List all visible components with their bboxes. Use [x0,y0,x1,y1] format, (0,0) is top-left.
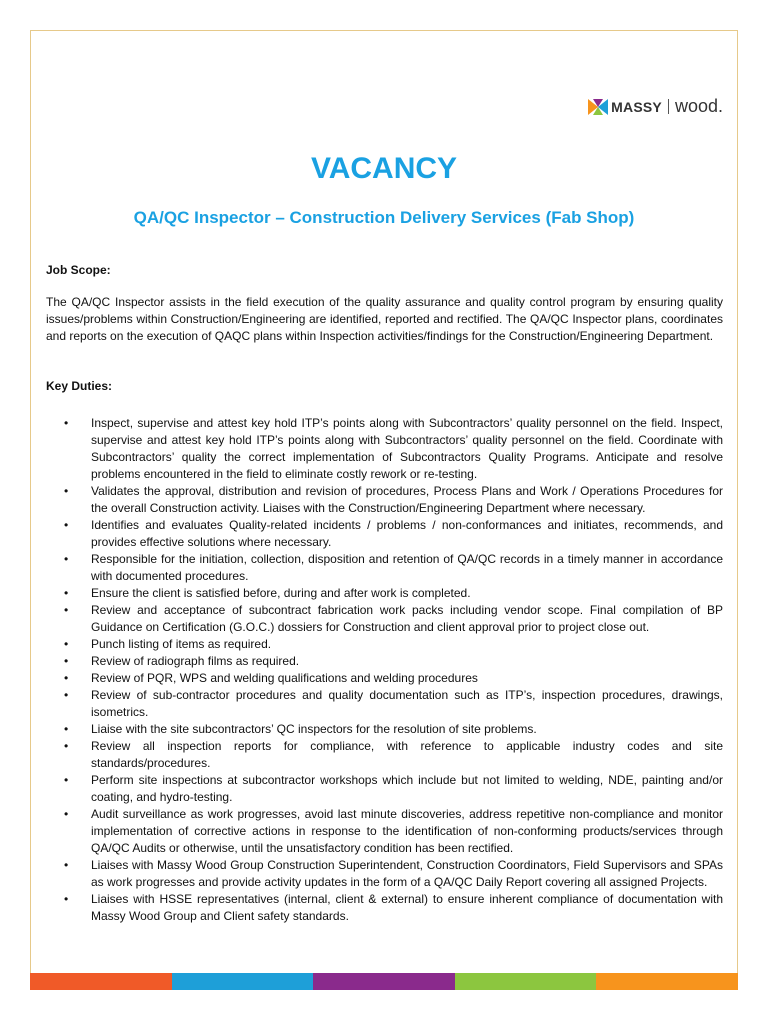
bullet-icon: • [64,807,69,821]
bullet-icon: • [64,637,69,651]
bullet-icon: • [64,416,69,430]
page-title: VACANCY [310,152,458,185]
list-item: • Inspect, supervise and attest key hold ITP’s points along with Subcontractors’ quality personnel on the field. Inspect, supervise and attest key hold ITP’s points along with Subcontractors’ quality personnel on the field. Coordinate with Subcontractors’ quality the correct implementation of Subcontractors Quality Programs. Anticipate and resolve problems encountered in the field to eliminate costly rework or re-testing. [64,416,723,481]
footer-segment-green [455,973,597,990]
key-duties-heading: Key Duties: [46,379,113,393]
footer-segment-orange [30,973,172,990]
key-duties-section [46,378,723,395]
list-item: • Audit surveillance as work progresses, avoid last minute discoveries, address repetitive non-compliance and monitor implementation of corrective actions in response to the identification of non-conforming products/services through QA/QC Audits or otherwise, until the unsatisfactory condition has been rectified. [64,807,723,855]
bullet-icon: • [64,773,69,787]
job-scope-section [46,262,723,279]
list-item: • Validates the approval, distribution and revision of procedures, Process Plans and Work / Operations Procedures for the overall Construction activity. Liaises with the Construction/Engineering Department where necessary. [64,484,723,515]
bullet-icon: • [64,722,69,736]
bullet-icon: • [64,484,69,498]
logo-separator [668,99,669,114]
bullet-icon: • [64,858,69,872]
list-item: • Review of PQR, WPS and welding qualifications and welding procedures [64,671,478,685]
footer-segment-purple [313,973,455,990]
list-item: • Identifies and evaluates Quality-related incidents / problems / non-conformances and initiates, recommends, and provides effective solutions where necessary. [64,518,723,549]
key-duties-list-container [46,415,723,925]
list-item: • Perform site inspections at subcontractor workshops which include but not limited to welding, NDE, painting and/or coating, and hydro-testing. [64,773,723,804]
bullet-icon: • [64,671,69,685]
company-logo [588,96,723,117]
list-item: • Review and acceptance of subcontract fabrication work packs including vendor scope. Final compilation of BP Guidance on Certification (G.O.C.) dossiers for Construction and client approval prior to project close out. [64,603,723,634]
logo-brand-massy: MASSY [611,98,662,115]
massy-logo-icon [588,99,608,115]
list-item: • Review all inspection reports for compliance, with reference to applicable industry codes and site standards/procedures. [64,739,723,770]
key-duties-list [46,415,723,925]
logo-brand-wood: wood. [674,96,723,116]
list-item: • Liaise with the site subcontractors’ QC inspectors for the resolution of site problems. [64,722,537,736]
list-item: • Review of radiograph films as required. [64,654,300,668]
list-item: • Review of sub-contractor procedures and quality documentation such as ITP’s, inspection procedures, drawings, isometrics. [64,688,723,719]
job-scope-heading: Job Scope: [46,263,111,277]
list-item: • Liaises with Massy Wood Group Construction Superintendent, Construction Coordinators, Field Supervisors and SPAs as work progresses and provide activity updates in the form of a QA/QC Daily Report covering all assigned Projects. [64,858,723,889]
job-scope-body [46,294,723,345]
footer-color-bar [30,973,738,990]
bullet-icon: • [64,654,69,668]
list-item: • Responsible for the initiation, collection, disposition and retention of QA/QC records in a timely manner in accordance with documented procedures. [64,552,723,583]
job-scope-text: The QA/QC Inspector assists in the field execution of the quality assurance and quality control program by ensuring quality issues/problems within Construction/Engineering are identified, reported and rectified. The QA/QC Inspector plans, coordinates and reports on the execution of QAQC plans within Inspection activities/findings for the Construction/Engineering Department. [46,295,723,343]
bullet-icon: • [64,892,69,906]
list-item: • Liaises with HSSE representatives (internal, client & external) to ensure inherent compliance of documentation with Massy Wood Group and Client safety standards. [64,892,723,923]
bullet-icon: • [64,586,69,600]
bullet-icon: • [64,603,69,617]
bullet-icon: • [64,552,69,566]
footer-segment-blue [172,973,314,990]
job-title: QA/QC Inspector – Construction Delivery Services (Fab Shop) [133,208,635,227]
bullet-icon: • [64,739,69,753]
bullet-icon: • [64,688,69,702]
footer-segment-amber [596,973,738,990]
list-item: • Punch listing of items as required. [64,637,272,651]
list-item: • Ensure the client is satisfied before, during and after work is completed. [64,586,471,600]
bullet-icon: • [64,518,69,532]
